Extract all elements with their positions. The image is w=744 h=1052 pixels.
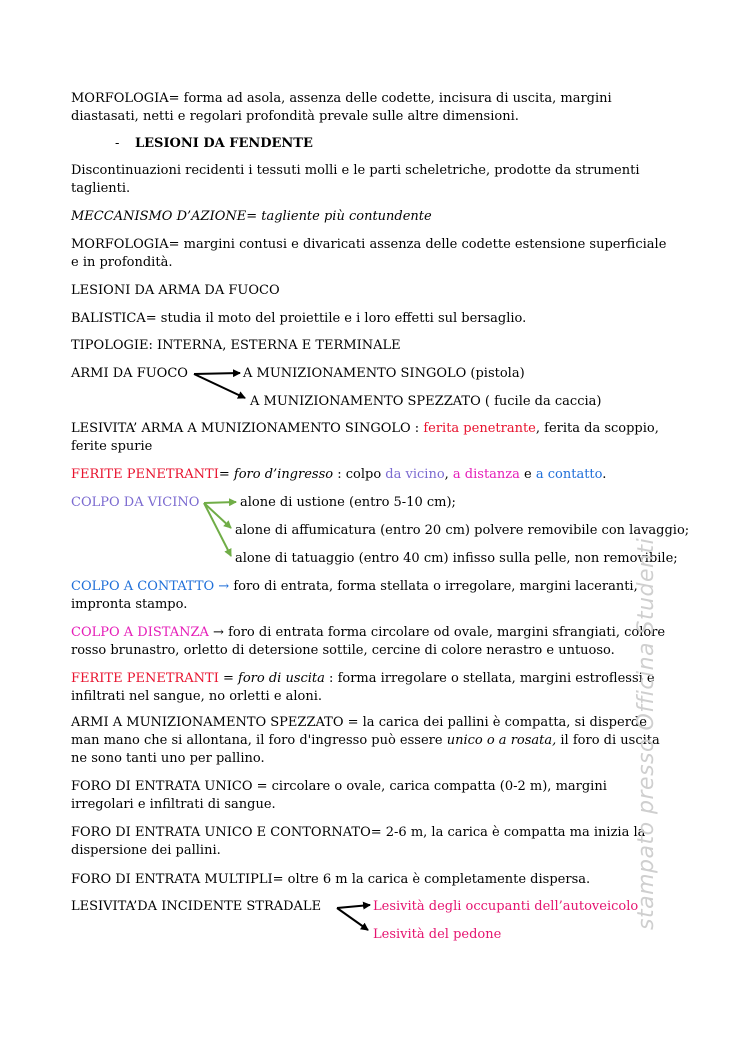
- colpo-contatto-inline: a contatto: [535, 467, 603, 482]
- stradale-pedone: Lesività del pedone: [373, 927, 502, 942]
- section-heading: LESIONI DA FENDENTE: [135, 136, 313, 151]
- stradale-arrows: [337, 905, 370, 930]
- arrow-right-icon: →: [214, 579, 234, 594]
- colpo-vicino-arrows: [204, 502, 236, 556]
- colpo-contatto: COLPO A CONTATTO → foro di entrata, forma stellata o irregolare, margini laceranti, impronta stampo.: [71, 579, 638, 612]
- lesioni-arma-fuoco: LESIONI DA ARMA DA FUOCO: [71, 283, 280, 298]
- foro-multipli: FORO DI ENTRATA MULTIPLI= oltre 6 m la carica è completamente dispersa.: [71, 872, 591, 887]
- watermark: stampato presso Officina Studenti: [634, 537, 659, 930]
- bullet-dash: -: [115, 136, 120, 151]
- armi-branch-singolo: A MUNIZIONAMENTO SINGOLO (pistola): [243, 366, 525, 381]
- colpo-distanza-inline: a distanza: [452, 467, 520, 482]
- foro-unico: FORO DI ENTRATA UNICO = circolare o ovale, carica compatta (0-2 m), margini irregolari e infiltrati di sangue.: [71, 779, 607, 812]
- colpo-contatto-label: COLPO A CONTATTO: [71, 579, 215, 594]
- stradale-occupanti: Lesività degli occupanti dell’autoveicolo: [373, 899, 639, 914]
- morfologia-asola: MORFOLOGIA= forma ad asola, assenza delle codette, incisura di uscita, margini diastasati, netti e regolari profondità prevale sulle altre dimensioni.: [71, 91, 612, 124]
- ferita-penetrante-red: ferita penetrante: [423, 421, 536, 436]
- fendente-description: Discontinuazioni recidenti i tessuti molli e le parti scheletriche, prodotte da strumenti taglienti.: [71, 163, 640, 196]
- alone-tatuaggio: alone di tatuaggio (entro 40 cm) infisso sulla pelle, non removibile;: [235, 551, 678, 566]
- colpo-vicino-label: COLPO DA VICINO: [71, 495, 200, 510]
- ferite-penetranti-uscita-label: FERITE PENETRANTI: [71, 671, 219, 686]
- colpo-distanza-label: COLPO A DISTANZA: [71, 625, 209, 640]
- alone-affumicatura: alone di affumicatura (entro 20 cm) polvere removibile con lavaggio;: [235, 523, 690, 538]
- morfologia-fendente: MORFOLOGIA= margini contusi e divaricati assenza delle codette estensione superficiale e in profondità.: [71, 237, 667, 270]
- armi-arrows: [194, 373, 245, 398]
- ferite-penetranti-uscita: FERITE PENETRANTI = foro di uscita : forma irregolare o stellata, margini estroflessi e infiltrati nel sangue, no orletti e aloni.: [71, 671, 655, 704]
- armi-fuoco-label: ARMI DA FUOCO: [71, 366, 188, 381]
- stradale-label: LESIVITA’DA INCIDENTE STRADALE: [71, 899, 322, 914]
- ferite-penetranti-ingresso: FERITE PENETRANTI= foro d’ingresso : colpo da vicino, a distanza e a contatto.: [71, 467, 607, 482]
- ferite-penetranti-label: FERITE PENETRANTI: [71, 467, 219, 482]
- foro-contornato: FORO DI ENTRATA UNICO E CONTORNATO= 2-6 m, la carica è compatta ma inizia la dispersione dei pallini.: [71, 825, 646, 858]
- meccanismo-azione: MECCANISMO D’AZIONE= tagliente più contundente: [71, 209, 432, 224]
- colpo-distanza: COLPO A DISTANZA → foro di entrata forma circolare od ovale, margini sfrangiati, colore rosso brunastro, orletto di detersione sottile, cercine di colore nerastro e untuoso.: [71, 625, 666, 658]
- balistica: BALISTICA= studia il moto del proiettile e i loro effetti sul bersaglio.: [71, 311, 527, 326]
- arrow-right-icon: →: [208, 625, 229, 640]
- armi-branch-spezzato: A MUNIZIONAMENTO SPEZZATO ( fucile da caccia): [250, 394, 602, 409]
- armi-spezzato: ARMI A MUNIZIONAMENTO SPEZZATO = la carica dei pallini è compatta, si disperde man mano che si allontana, il foro d'ingresso può essere unico o a rosata, il foro di uscita ne sono tanti uno per pallino.: [71, 715, 660, 766]
- alone-ustione: alone di ustione (entro 5-10 cm);: [240, 495, 456, 510]
- colpo-vicino-inline: da vicino: [385, 467, 445, 482]
- tipologie: TIPOLOGIE: INTERNA, ESTERNA E TERMINALE: [71, 338, 401, 353]
- lesivita-singolo: LESIVITA’ ARMA A MUNIZIONAMENTO SINGOLO : ferita penetrante, ferita da scoppio, ferite spurie: [71, 421, 659, 454]
